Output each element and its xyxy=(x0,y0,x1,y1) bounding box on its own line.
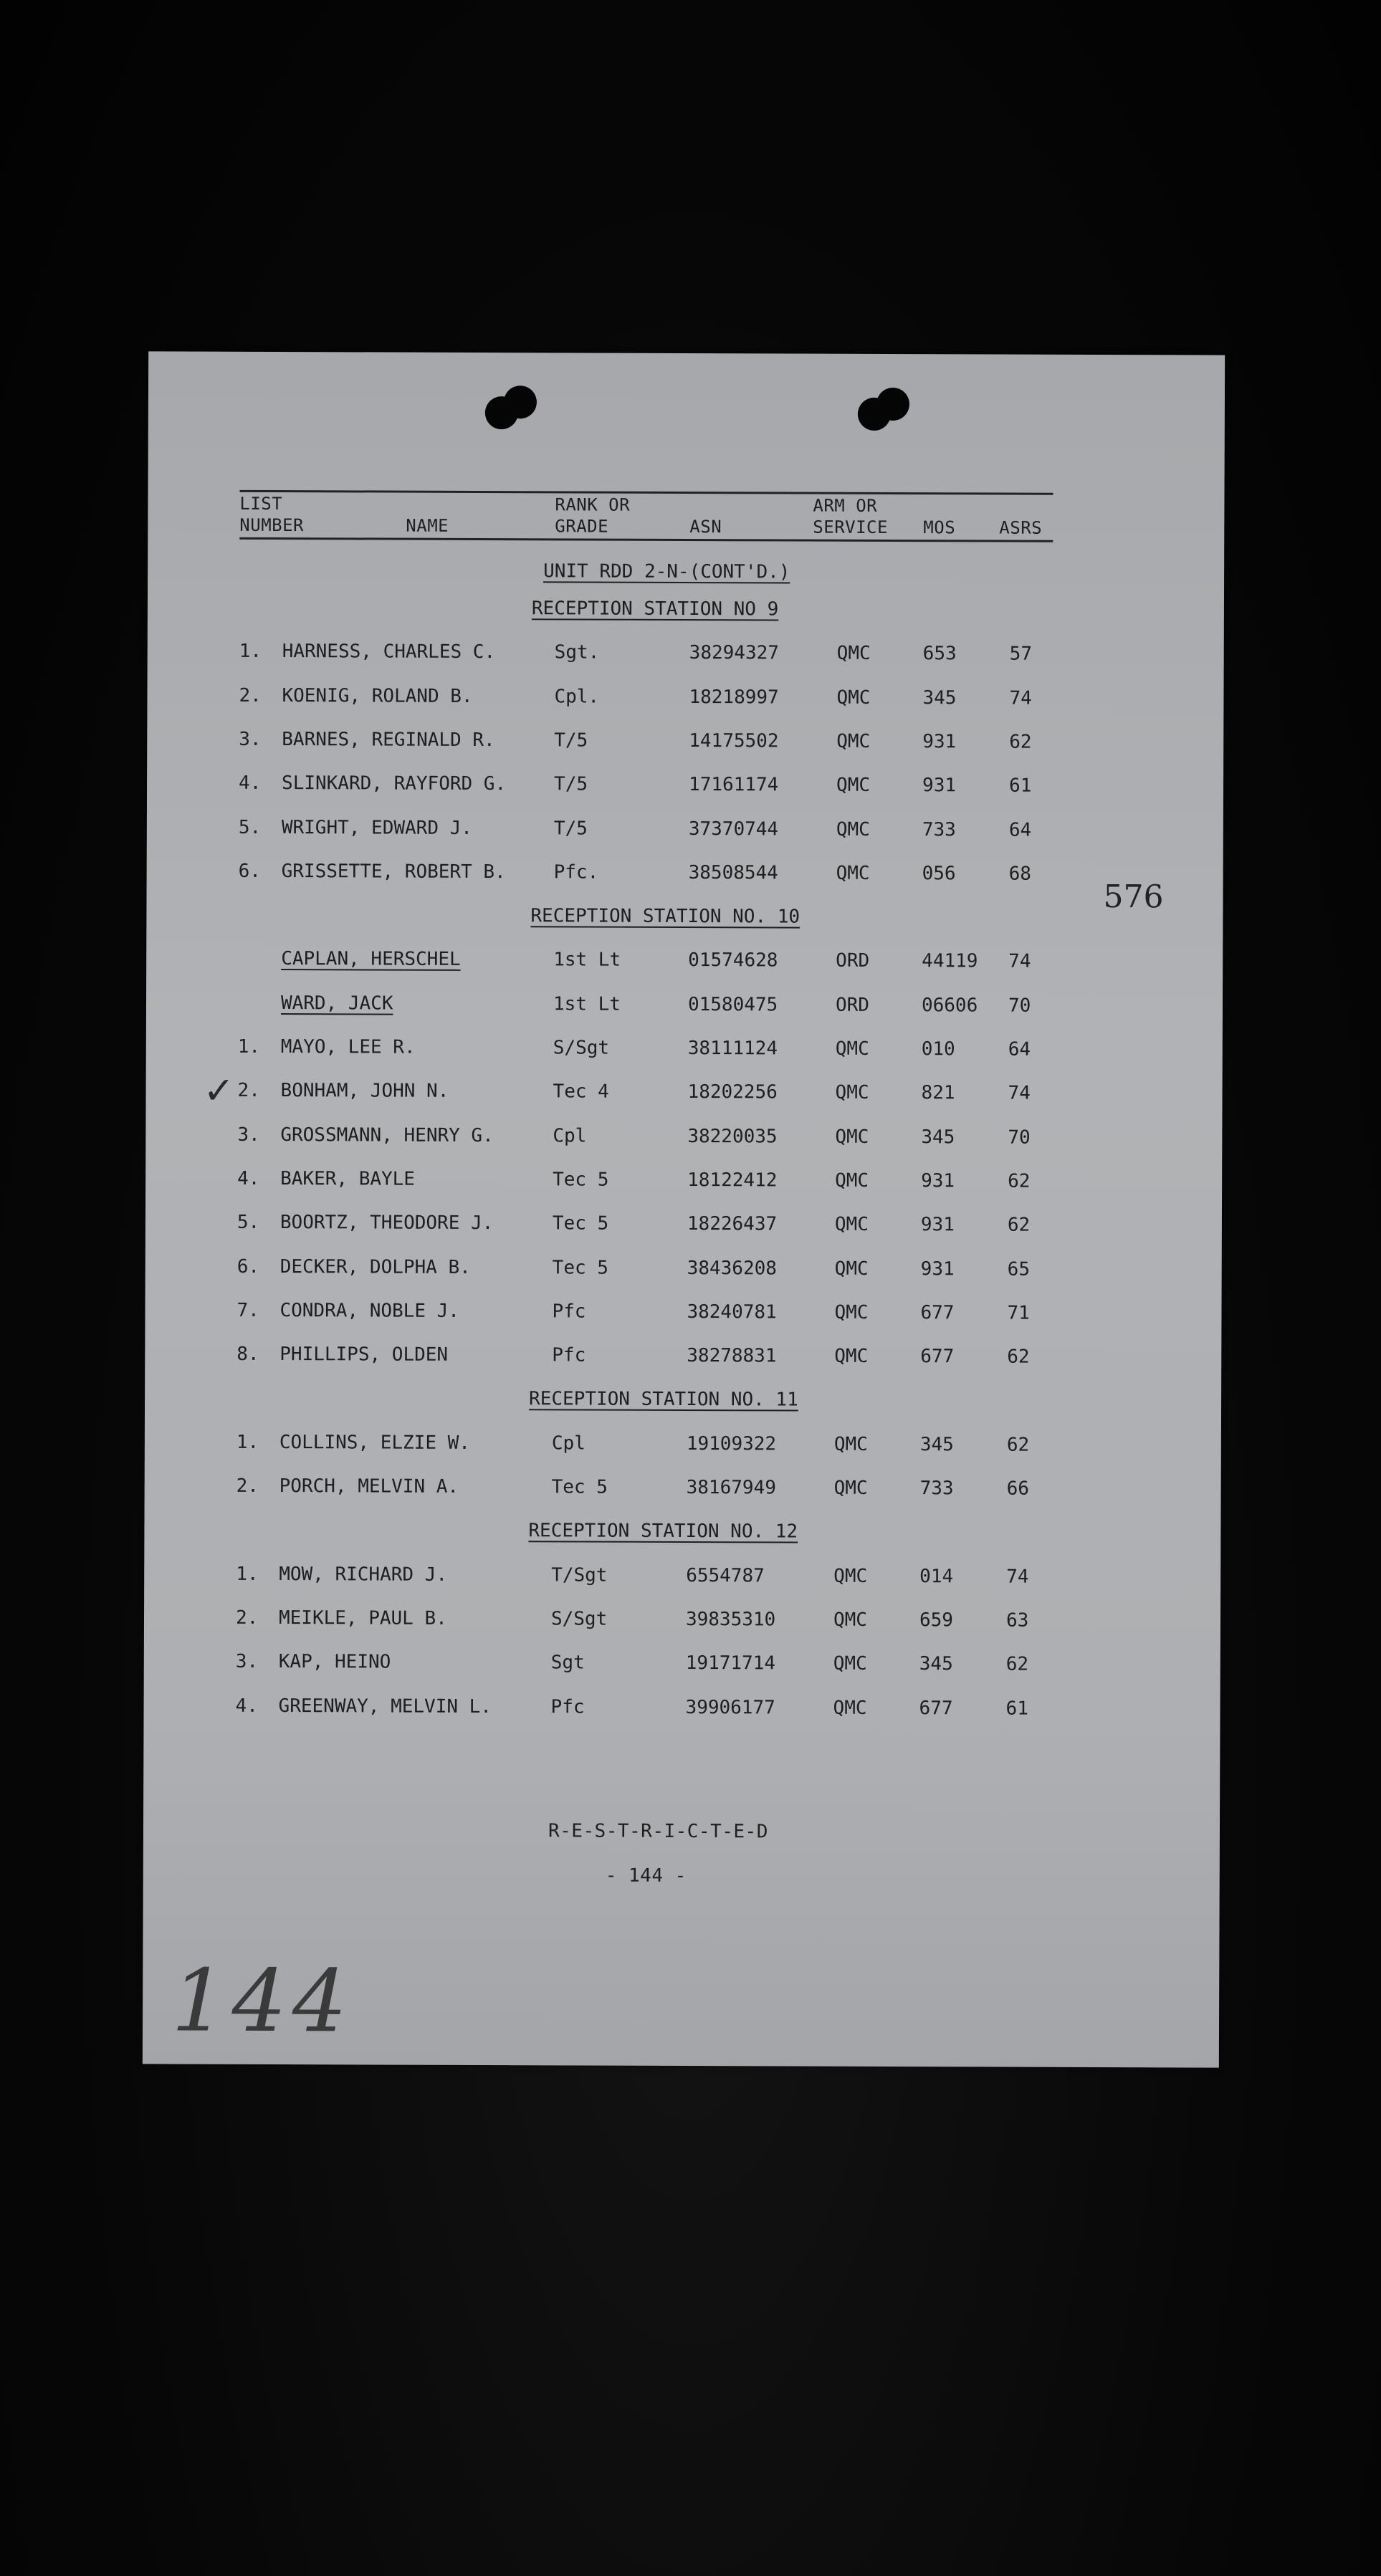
cell-mos: 659 xyxy=(919,1609,954,1632)
cell-asrs: 70 xyxy=(1008,995,1031,1017)
cell-mos: 931 xyxy=(922,731,957,753)
cell-rank: Sgt xyxy=(550,1652,585,1674)
cell-list-number: 5. xyxy=(238,816,262,838)
cell-list-number: 7. xyxy=(236,1299,259,1321)
cell-arm-service: QMC xyxy=(836,774,871,797)
cell-mos: 677 xyxy=(919,1697,953,1719)
cell-rank: Tec 4 xyxy=(553,1081,609,1103)
cell-list-number: 2. xyxy=(236,1475,259,1497)
cell-asn: 18218997 xyxy=(689,686,779,709)
page-number: - 144 - xyxy=(605,1864,687,1887)
cell-arm-service: QMC xyxy=(834,1345,869,1367)
cell-asrs: 62 xyxy=(1008,1170,1031,1192)
table-row xyxy=(145,1255,1222,1288)
cell-name: SLINKARD, RAYFORD G. xyxy=(282,772,507,795)
section-title: RECEPTION STATION NO. 11 xyxy=(529,1388,798,1411)
cell-list-number: 5. xyxy=(236,1212,260,1234)
cell-name: MEIKLE, PAUL B. xyxy=(278,1607,447,1629)
cell-list-number: 4. xyxy=(239,772,262,795)
cell-name: KOENIG, ROLAND B. xyxy=(282,684,473,707)
classification-marking: R-E-S-T-R-I-C-T-E-D xyxy=(548,1820,768,1843)
cell-arm-service: QMC xyxy=(836,686,871,709)
cell-arm-service: QMC xyxy=(834,1301,869,1323)
table-row xyxy=(144,1607,1220,1639)
cell-asrs: 68 xyxy=(1008,863,1032,885)
cell-name: GRISSETTE, ROBERT B. xyxy=(281,860,506,883)
table-row xyxy=(145,1431,1221,1463)
cell-arm-service: ORD xyxy=(836,950,870,972)
cell-list-number: 6. xyxy=(236,1255,260,1278)
cell-list-number: 2. xyxy=(239,684,262,707)
cell-arm-service: QMC xyxy=(835,1126,869,1148)
cell-arm-service: QMC xyxy=(836,730,871,752)
cell-asrs: 62 xyxy=(1005,1653,1029,1675)
cell-name: HARNESS, CHARLES C. xyxy=(282,641,496,664)
handwritten-page-number: 144 xyxy=(171,1951,353,2052)
check-mark-icon: ✓ xyxy=(203,1069,235,1114)
table-row xyxy=(145,1299,1221,1331)
cell-name: CONDRA, NOBLE J. xyxy=(279,1299,460,1322)
cell-mos: 931 xyxy=(921,1170,955,1192)
cell-name: GREENWAY, MELVIN L. xyxy=(278,1695,492,1718)
cell-rank: T/5 xyxy=(553,817,588,840)
header-name: NAME xyxy=(406,515,449,536)
cell-rank: 1st Lt xyxy=(553,993,621,1015)
cell-asn: 01580475 xyxy=(687,993,778,1016)
cell-arm-service: QMC xyxy=(834,1213,869,1236)
cell-asrs: 63 xyxy=(1005,1609,1029,1632)
cell-mos: 345 xyxy=(919,1433,954,1456)
cell-asrs: 66 xyxy=(1006,1478,1030,1500)
cell-arm-service: QMC xyxy=(836,643,871,665)
cell-asrs: 74 xyxy=(1006,1566,1029,1588)
cell-rank: T/5 xyxy=(554,729,588,752)
cell-rank: Tec 5 xyxy=(551,1476,608,1498)
cell-asrs: 57 xyxy=(1009,643,1033,665)
cell-name: PHILLIPS, OLDEN xyxy=(279,1344,449,1366)
header-asn: ASN xyxy=(689,517,722,537)
cell-mos: 06606 xyxy=(921,994,978,1017)
header-top-rule xyxy=(239,490,1053,495)
cell-name: MOW, RICHARD J. xyxy=(279,1563,448,1586)
cell-list-number: 4. xyxy=(237,1167,260,1189)
cell-rank: T/5 xyxy=(554,773,588,795)
margin-page-number: 576 xyxy=(1103,878,1164,916)
cell-asn: 14175502 xyxy=(689,729,779,752)
table-row xyxy=(144,1651,1220,1683)
document-page xyxy=(143,351,1225,2067)
cell-name: BARNES, REGINALD R. xyxy=(282,728,495,751)
cell-asrs: 74 xyxy=(1009,687,1032,709)
cell-rank: S/Sgt xyxy=(553,1037,610,1059)
cell-rank: Sgt. xyxy=(554,641,600,664)
cell-mos: 677 xyxy=(920,1301,955,1324)
cell-asn: 18202256 xyxy=(687,1081,778,1103)
punch-hole xyxy=(504,386,537,418)
cell-mos: 44119 xyxy=(922,950,978,972)
cell-asn: 39835310 xyxy=(685,1608,776,1631)
cell-asn: 17161174 xyxy=(689,774,779,796)
section-title: RECEPTION STATION NO. 10 xyxy=(530,905,801,928)
cell-asn: 19171714 xyxy=(685,1652,776,1675)
cell-asrs: 62 xyxy=(1006,1434,1030,1456)
cell-mos: 653 xyxy=(922,643,957,665)
table-row xyxy=(145,1343,1221,1375)
cell-arm-service: QMC xyxy=(835,1169,869,1192)
header-arm-or-service: ARM OR SERVICE xyxy=(813,495,889,537)
cell-rank: Pfc xyxy=(552,1344,586,1366)
table-row xyxy=(146,948,1223,980)
cell-arm-service: QMC xyxy=(833,1697,867,1719)
table-row xyxy=(145,1212,1222,1244)
cell-rank: S/Sgt xyxy=(550,1608,608,1630)
table-row xyxy=(143,1695,1220,1727)
cell-arm-service: QMC xyxy=(833,1477,868,1499)
table-row xyxy=(147,860,1223,892)
cell-rank: Cpl xyxy=(551,1432,586,1455)
cell-mos: 733 xyxy=(919,1478,954,1500)
header-asrs: ASRS xyxy=(999,517,1043,538)
cell-name: BOORTZ, THEODORE J. xyxy=(279,1212,494,1235)
cell-asrs: 62 xyxy=(1007,1346,1030,1368)
cell-mos: 821 xyxy=(921,1082,955,1104)
cell-rank: Tec 5 xyxy=(553,1169,609,1191)
cell-arm-service: QMC xyxy=(835,1082,869,1104)
cell-list-number: 6. xyxy=(238,860,262,882)
cell-mos: 014 xyxy=(919,1565,954,1587)
cell-name: MAYO, LEE R. xyxy=(280,1036,416,1058)
header-rank-or-grade: RANK OR GRADE xyxy=(555,494,631,537)
table-row xyxy=(144,1563,1220,1595)
cell-asn: 38294327 xyxy=(689,642,779,664)
cell-asn: 38278831 xyxy=(687,1345,777,1367)
cell-asrs: 64 xyxy=(1008,819,1032,841)
cell-list-number: 3. xyxy=(239,728,262,750)
cell-rank: Pfc xyxy=(552,1301,586,1323)
cell-asn: 38240781 xyxy=(687,1301,777,1323)
table-row xyxy=(146,1035,1223,1068)
cell-arm-service: QMC xyxy=(834,1258,869,1280)
cell-name: GROSSMANN, HENRY G. xyxy=(280,1124,494,1146)
section-title: RECEPTION STATION NO 9 xyxy=(531,598,779,621)
cell-mos: 733 xyxy=(922,818,956,841)
cell-mos: 345 xyxy=(921,1126,955,1148)
cell-mos: 931 xyxy=(922,775,957,797)
cell-arm-service: QMC xyxy=(833,1565,868,1587)
cell-mos: 677 xyxy=(920,1346,955,1368)
cell-rank: Tec 5 xyxy=(552,1212,609,1235)
cell-list-number: 8. xyxy=(236,1343,259,1366)
cell-rank: 1st Lt xyxy=(553,949,621,972)
table-row xyxy=(145,1475,1221,1507)
cell-name: CAPLAN, HERSCHEL xyxy=(281,948,461,971)
table-row xyxy=(145,1124,1222,1156)
cell-list-number: 2. xyxy=(235,1607,259,1629)
cell-list-number: 2. xyxy=(237,1080,260,1102)
table-row xyxy=(145,1069,1222,1114)
cell-name: COLLINS, ELZIE W. xyxy=(279,1431,471,1454)
cell-asn: 01574628 xyxy=(688,949,778,972)
cell-asn: 39906177 xyxy=(685,1696,775,1718)
unit-title: UNIT RDD 2-N-(CONT'D.) xyxy=(543,560,790,583)
table-row xyxy=(146,992,1223,1024)
table-row xyxy=(148,641,1224,673)
cell-asn: 38508544 xyxy=(688,861,778,884)
punch-hole xyxy=(876,388,909,421)
cell-asrs: 61 xyxy=(1009,775,1032,797)
cell-name: BONHAM, JOHN N. xyxy=(280,1080,449,1103)
header-mos: MOS xyxy=(923,517,956,538)
cell-asrs: 61 xyxy=(1005,1698,1028,1720)
cell-asrs: 65 xyxy=(1007,1258,1031,1280)
cell-mos: 931 xyxy=(920,1214,955,1236)
cell-rank: Tec 5 xyxy=(552,1256,609,1279)
cell-name: PORCH, MELVIN A. xyxy=(279,1475,459,1498)
cell-list-number: 3. xyxy=(235,1651,259,1673)
cell-arm-service: QMC xyxy=(833,1652,867,1675)
cell-arm-service: QMC xyxy=(836,818,870,841)
table-row xyxy=(147,728,1223,760)
header-list-number: LIST NUMBER xyxy=(239,493,305,536)
cell-arm-service: ORD xyxy=(835,994,870,1016)
cell-rank: Cpl. xyxy=(554,685,600,708)
cell-asrs: 64 xyxy=(1008,1038,1031,1060)
cell-mos: 056 xyxy=(922,862,956,885)
cell-asrs: 74 xyxy=(1008,1082,1031,1104)
cell-list-number: 3. xyxy=(237,1124,260,1146)
cell-list-number: 1. xyxy=(239,641,262,663)
table-row xyxy=(147,816,1223,848)
cell-rank: T/Sgt xyxy=(551,1564,608,1586)
table-row xyxy=(147,772,1223,805)
cell-list-number: 1. xyxy=(236,1431,259,1453)
cell-asn: 38111124 xyxy=(687,1038,778,1060)
cell-mos: 345 xyxy=(919,1653,953,1675)
cell-asrs: 62 xyxy=(1009,731,1032,753)
cell-name: DECKER, DOLPHA B. xyxy=(279,1255,471,1278)
table-row xyxy=(147,684,1223,717)
cell-rank: Pfc. xyxy=(553,861,599,884)
cell-name: WARD, JACK xyxy=(280,992,393,1015)
cell-asrs: 74 xyxy=(1008,950,1031,973)
cell-asrs: 71 xyxy=(1007,1302,1030,1324)
cell-asn: 19109322 xyxy=(686,1432,777,1455)
cell-asn: 37370744 xyxy=(688,818,779,840)
cell-arm-service: QMC xyxy=(833,1609,868,1631)
cell-rank: Pfc xyxy=(550,1695,585,1718)
cell-mos: 931 xyxy=(920,1258,955,1280)
cell-mos: 010 xyxy=(921,1038,955,1060)
cell-asn: 6554787 xyxy=(686,1564,765,1586)
cell-mos: 345 xyxy=(922,686,957,709)
table-row xyxy=(145,1167,1222,1200)
cell-name: KAP, HEINO xyxy=(278,1651,391,1673)
cell-rank: Cpl xyxy=(553,1124,587,1147)
cell-asn: 38220035 xyxy=(687,1125,778,1148)
cell-asn: 38436208 xyxy=(687,1257,778,1279)
section-title: RECEPTION STATION NO. 12 xyxy=(528,1520,798,1543)
cell-asn: 18226437 xyxy=(687,1213,778,1235)
cell-list-number: 4. xyxy=(235,1695,258,1717)
cell-asn: 18122412 xyxy=(687,1169,778,1192)
cell-asn: 38167949 xyxy=(686,1477,776,1499)
cell-arm-service: QMC xyxy=(836,862,870,884)
cell-arm-service: QMC xyxy=(835,1038,869,1060)
cell-name: BAKER, BAYLE xyxy=(280,1167,416,1190)
cell-arm-service: QMC xyxy=(833,1433,868,1455)
cell-name: WRIGHT, EDWARD J. xyxy=(281,816,473,839)
cell-asrs: 70 xyxy=(1008,1126,1031,1149)
cell-asrs: 62 xyxy=(1007,1214,1031,1236)
cell-list-number: 1. xyxy=(237,1035,261,1058)
cell-list-number: 1. xyxy=(236,1563,259,1585)
